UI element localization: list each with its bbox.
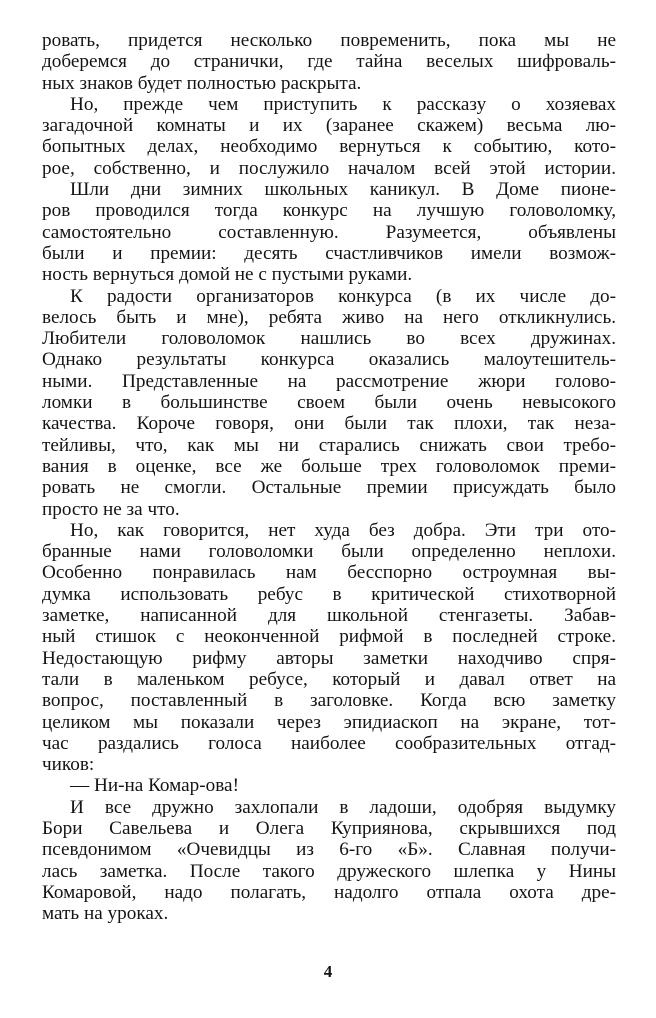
text-line: Недостающую рифму авторы заметки находчиво спря- — [42, 647, 616, 669]
text-line: тали в маленьком ребусе, который и давал ответ на — [42, 668, 616, 690]
text-line: были и премии: десять счастливчиков имели возмож- — [42, 242, 616, 264]
text-line: чиков: — [42, 754, 95, 776]
text-line: бопытных делах, необходимо вернуться к событию, кото- — [42, 136, 616, 158]
text-line: Особенно понравилась нам бесспорно остроумная вы- — [42, 562, 616, 584]
text-line: ных знаков будет полностью раскрыта. — [42, 72, 362, 94]
text-line: загадочной комнаты и их (заранее скажем) весьма лю- — [42, 115, 616, 137]
text-line: лась заметка. После такого дружеского шлепка у Нины — [42, 860, 616, 882]
text-line: ров проводился тогда конкурс на лучшую головоломку, — [42, 200, 616, 222]
text-line: Но, как говорится, нет худа без добра. Эти три ото- — [70, 519, 616, 541]
text-line: велось быть и мне), ребята живо на него откликнулись. — [42, 306, 616, 328]
text-line: Однако результаты конкурса оказались малоутешитель- — [42, 349, 616, 371]
text-line: качества. Короче говоря, они были так плохи, так неза- — [42, 413, 616, 435]
text-line: заметке, написанной для школьной стенгазеты. Забав- — [42, 605, 616, 627]
text-line: К радости организаторов конкурса (в их числе до- — [70, 285, 616, 307]
paragraph-dialogue — [42, 775, 616, 796]
book-page — [42, 30, 616, 990]
text-line: псевдонимом «Очевидцы из 6-го «Б». Славная получи- — [42, 839, 616, 861]
paragraph-7 — [42, 797, 616, 925]
paragraph-3 — [42, 179, 616, 285]
text-line: Комаровой, надо полагать, надолго отпала охота дре- — [42, 881, 616, 903]
text-line: вания в оценке, все же больше трех головоломок преми- — [42, 455, 616, 477]
text-line: думка использовать ребус в критической стихотворной — [42, 583, 616, 605]
text-line: вопрос, поставленный в заголовке. Когда всю заметку — [42, 690, 616, 712]
text-line: доберемся до странички, где тайна веселых шифроваль- — [42, 51, 616, 73]
text-line: ломки в большинстве своем были очень невысокого — [42, 392, 616, 414]
text-line: ными. Представленные на рассмотрение жюри голово- — [42, 370, 616, 392]
text-line: ровать, придется несколько повременить, пока мы не — [42, 30, 616, 51]
text-line: Любители головоломок нашлись во всех дружинах. — [42, 328, 616, 350]
text-line: И все дружно захлопали в ладоши, одобряя выдумку — [70, 796, 616, 818]
text-line: ность вернуться домой не с пустыми руками. — [42, 264, 413, 286]
text-line: ный стишок с неоконченной рифмой в последней строке. — [42, 626, 616, 648]
text-line: ровать не смогли. Остальные премии присуждать было — [42, 477, 616, 499]
text-line: тейливы, что, как мы ни старались снижать свои требо- — [42, 434, 616, 456]
text-line: — Ни-на Комар-ова! — [70, 775, 239, 797]
paragraph-4 — [42, 286, 616, 520]
text-line: бранные нами головоломки были определенно неплохи. — [42, 541, 616, 563]
text-line: мать на уроках. — [42, 903, 169, 925]
paragraph-2 — [42, 94, 616, 179]
text-line: рое, собственно, и послужило началом всей этой истории. — [42, 157, 616, 179]
text-line: целиком мы показали через эпидиаскоп на экране, тот- — [42, 711, 616, 733]
paragraph-1 — [42, 30, 616, 94]
paragraph-5 — [42, 520, 616, 776]
text-line: просто не за что. — [42, 498, 180, 520]
text-line: Но, прежде чем приступить к рассказу о хозяевах — [70, 93, 616, 115]
page-number: 4 — [323, 962, 333, 981]
text-line: час раздались голоса наиболее сообразительных отгад- — [42, 732, 616, 754]
text-line: самостоятельно составленную. Разумеется, объявлены — [42, 221, 616, 243]
text-line: Бори Савельева и Олега Куприянова, скрывшихся под — [42, 817, 616, 839]
text-line: Шли дни зимних школьных каникул. В Доме пионе- — [70, 179, 616, 201]
